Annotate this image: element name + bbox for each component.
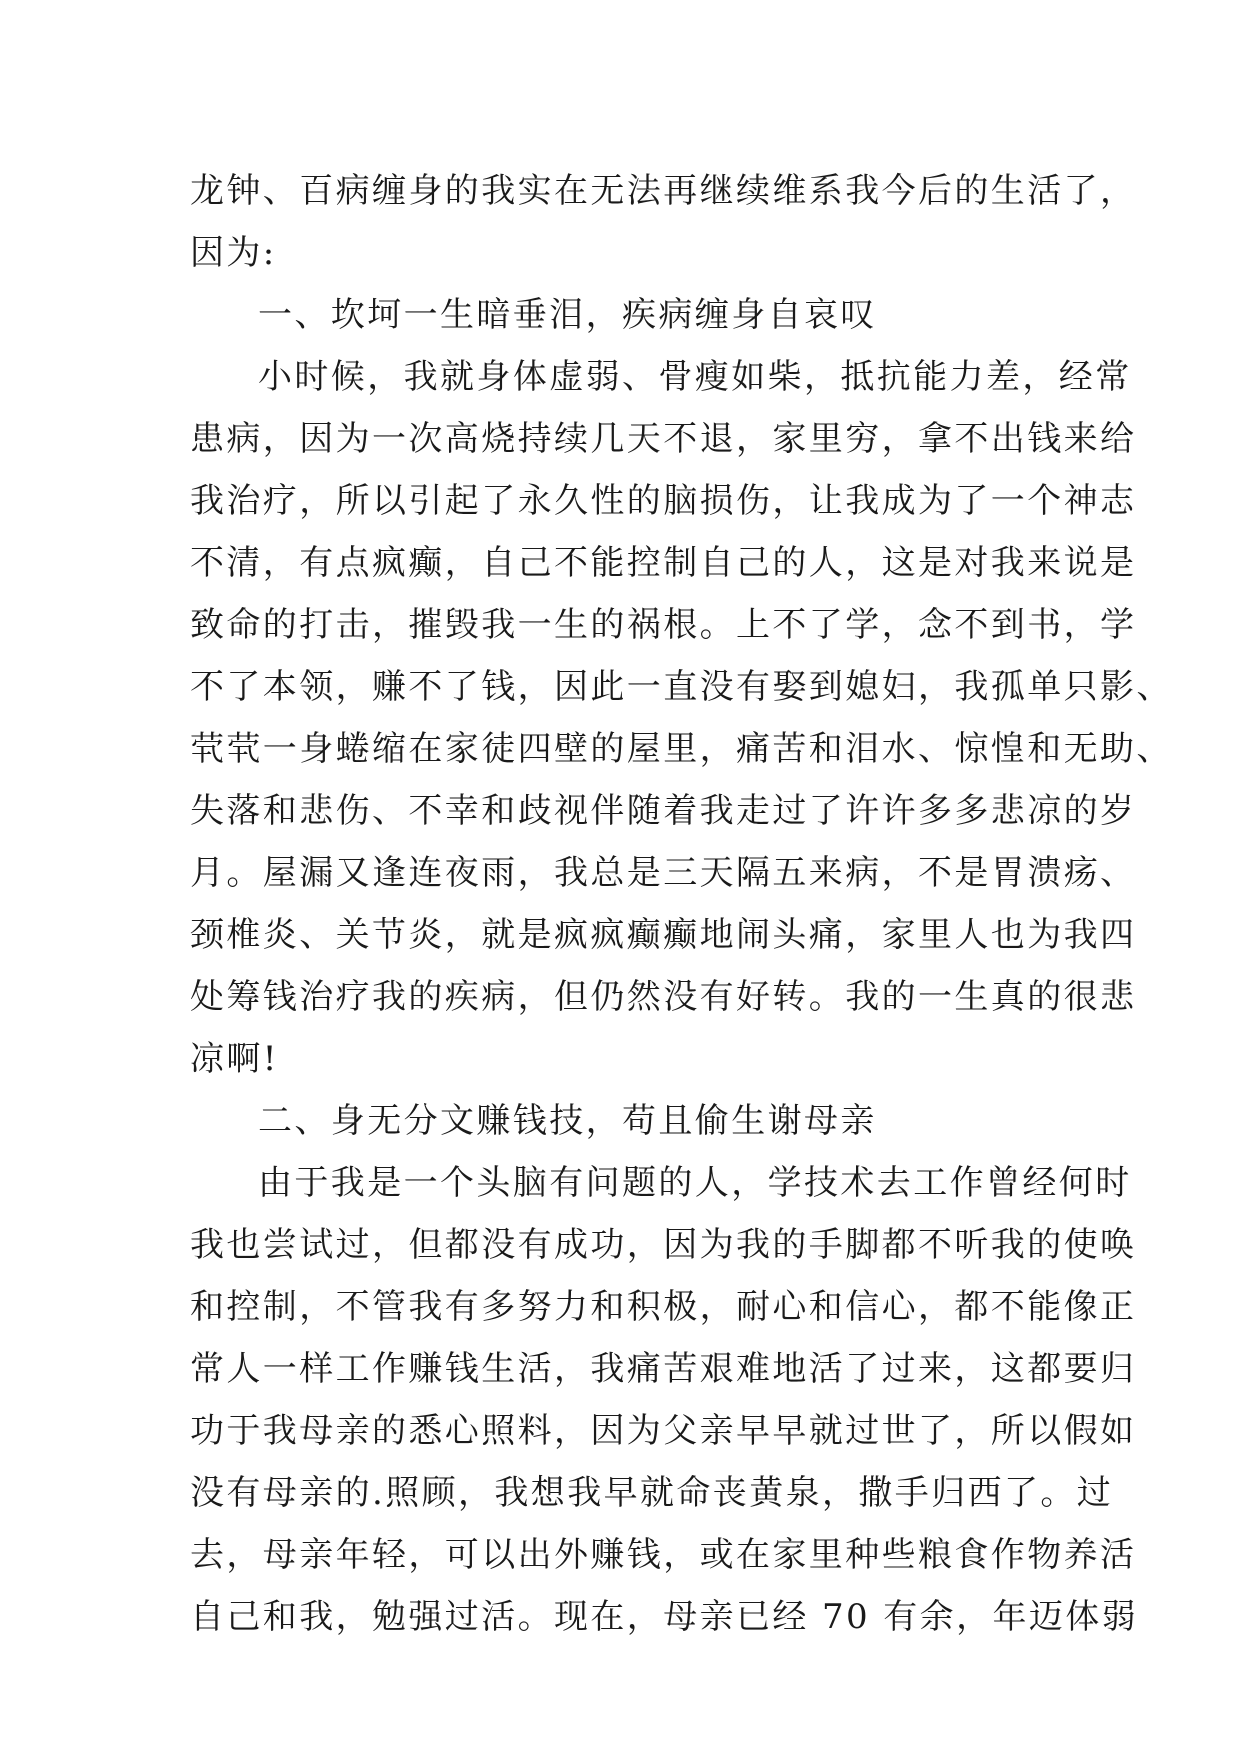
text-line: 患病，因为一次高烧持续几天不退，家里穷，拿不出钱来给 [190, 419, 1137, 459]
text-line: 处筹钱治疗我的疾病，但仍然没有好转。我的一生真的很悲 [190, 977, 1137, 1017]
paragraph-first-line: 小时候，我就身体虚弱、骨瘦如柴，抵抗能力差，经常 [258, 357, 1132, 397]
text-line: 自己和我，勉强过活。现在，母亲已经 70 有余，年迈体弱 [190, 1597, 1139, 1637]
text-line: 颈椎炎、关节炎，就是疯疯癫癫地闹头痛，家里人也为我四 [190, 915, 1137, 955]
text-line: 致命的打击，摧毁我一生的祸根。上不了学，念不到书，学 [190, 605, 1137, 645]
text-line: 失落和悲伤、不幸和歧视伴随着我走过了许许多多悲凉的岁 [190, 791, 1137, 831]
body-text [190, 160, 1173, 1648]
text-line: 不清，有点疯癫，自己不能控制自己的人，这是对我来说是 [190, 543, 1137, 583]
text-line: 常人一样工作赚钱生活，我痛苦艰难地活了过来，这都要归 [190, 1349, 1137, 1389]
text-line: 我治疗，所以引起了永久性的脑损伤，让我成为了一个神志 [190, 481, 1137, 521]
paragraph-first-line: 二、身无分文赚钱技，苟且偷生谢母亲 [258, 1101, 877, 1141]
text-line: 茕茕一身蜷缩在家徒四壁的屋里，痛苦和泪水、惊惶和无助、 [190, 729, 1173, 769]
text-line: 我也尝试过，但都没有成功，因为我的手脚都不听我的使唤 [190, 1225, 1137, 1265]
text-line: 因为: [190, 233, 277, 273]
text-line: 凉啊! [190, 1039, 279, 1079]
text-line: 和控制，不管我有多努力和积极，耐心和信心，都不能像正 [190, 1287, 1137, 1327]
text-line: 龙钟、百病缠身的我实在无法再继续维系我今后的生活了， [190, 171, 1137, 211]
text-line: 没有母亲的.照顾，我想我早就命丧黄泉，撒手归西了。过 [190, 1473, 1114, 1513]
text-line: 功于我母亲的悉心照料，因为父亲早早就过世了，所以假如 [190, 1411, 1137, 1451]
paragraph-first-line: 一、坎坷一生暗垂泪，疾病缠身自哀叹 [258, 295, 877, 335]
text-line: 月。屋漏又逢连夜雨，我总是三天隔五来病，不是胃溃疡、 [190, 853, 1137, 893]
text-line: 去，母亲年轻，可以出外赚钱，或在家里种些粮食作物养活 [190, 1535, 1137, 1575]
text-line: 不了本领，赚不了钱，因此一直没有娶到媳妇，我孤单只影、 [190, 667, 1173, 707]
paragraph-first-line: 由于我是一个头脑有问题的人，学技术去工作曾经何时 [258, 1163, 1132, 1203]
